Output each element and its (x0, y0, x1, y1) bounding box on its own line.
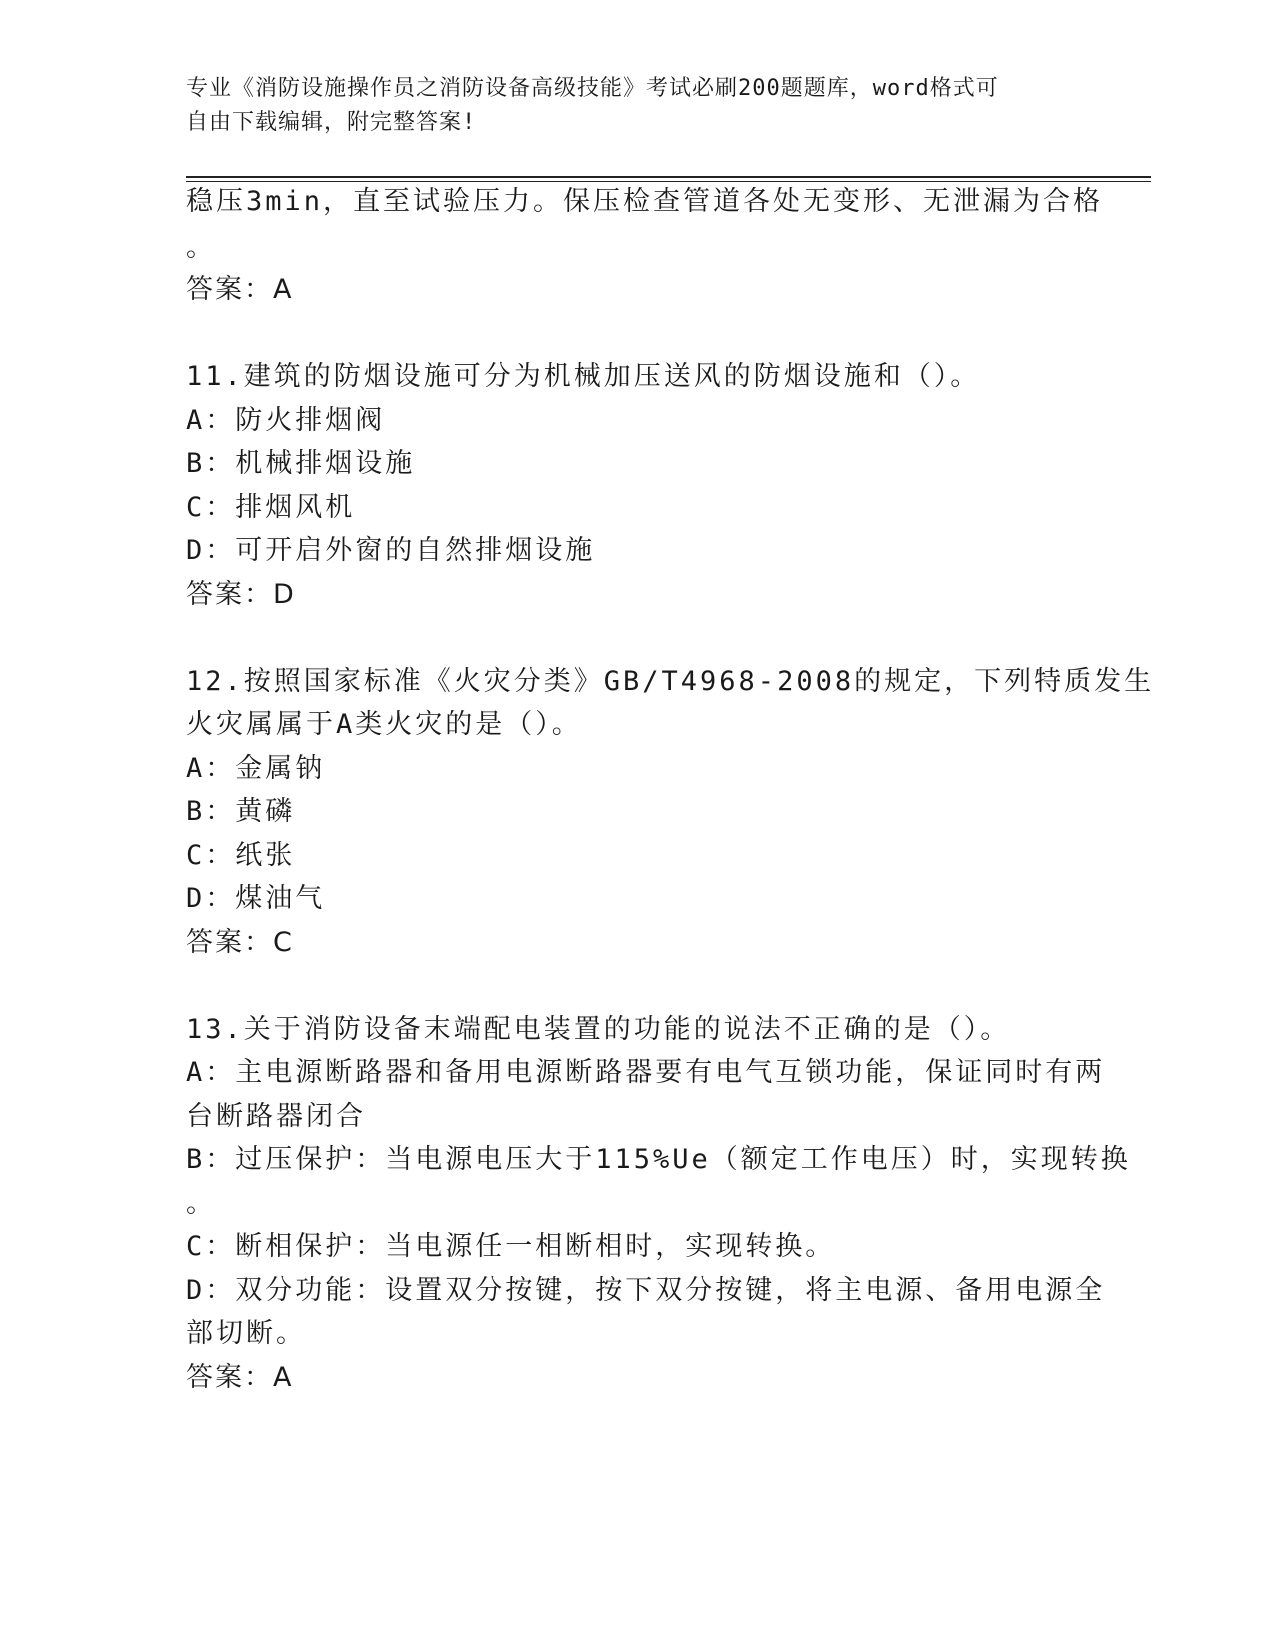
q13-option-b-line-2: 。 (186, 1188, 216, 1219)
page-header (186, 72, 1066, 140)
q13-answer: 答案：A (186, 1362, 294, 1393)
q12-stem-line-1: 12.按照国家标准《火灾分类》GB/T4968-2008的规定，下列特质发生 (186, 666, 1155, 697)
q12-option-d: D：煤油气 (186, 883, 326, 914)
q12-stem-line-2: 火灾属属于A类火灾的是（）。 (186, 709, 582, 740)
q13-option-d-line-1: D：双分功能：设置双分按键，按下双分按键，将主电源、备用电源全 (186, 1275, 1106, 1306)
q13-stem: 13.关于消防设备末端配电装置的功能的说法不正确的是（）。 (186, 1014, 1011, 1045)
q13-option-a-line-2: 台断路器闭合 (186, 1101, 366, 1132)
header-rule-thick (186, 176, 1151, 178)
q13-option-c: C：断相保护：当电源任一相断相时，实现转换。 (186, 1231, 836, 1262)
q11-option-a: A：防火排烟阀 (186, 405, 386, 436)
q12-option-a: A：金属钠 (186, 753, 326, 784)
q11-option-d: D：可开启外窗的自然排烟设施 (186, 535, 596, 566)
header-line-2: 自由下载编辑，附完整答案! (186, 110, 477, 135)
continued-answer: 答案：A (186, 274, 294, 305)
q11-answer: 答案：D (186, 579, 296, 610)
q11-option-b: B：机械排烟设施 (186, 448, 416, 479)
header-rule-thin (186, 181, 1151, 182)
q11-stem: 11.建筑的防烟设施可分为机械加压送风的防烟设施和（）。 (186, 361, 981, 392)
q13-option-d-line-2: 部切断。 (186, 1318, 306, 1349)
continued-text-line-1: 稳压3min，直至试验压力。保压检查管道各处无变形、无泄漏为合格 (186, 186, 1104, 217)
q12-option-c: C：纸张 (186, 840, 296, 871)
header-line-1: 专业《消防设施操作员之消防设备高级技能》考试必刷200题题库，word格式可 (186, 76, 999, 101)
q13-option-b-line-1: B：过压保护：当电源电压大于115%Ue（额定工作电压）时，实现转换 (186, 1144, 1131, 1175)
q12-option-b: B：黄磷 (186, 796, 296, 827)
q13-option-a-line-1: A：主电源断路器和备用电源断路器要有电气互锁功能，保证同时有两 (186, 1057, 1106, 1088)
continued-text-line-2: 。 (186, 232, 216, 263)
q12-answer: 答案：C (186, 927, 294, 958)
q11-option-c: C：排烟风机 (186, 492, 356, 523)
